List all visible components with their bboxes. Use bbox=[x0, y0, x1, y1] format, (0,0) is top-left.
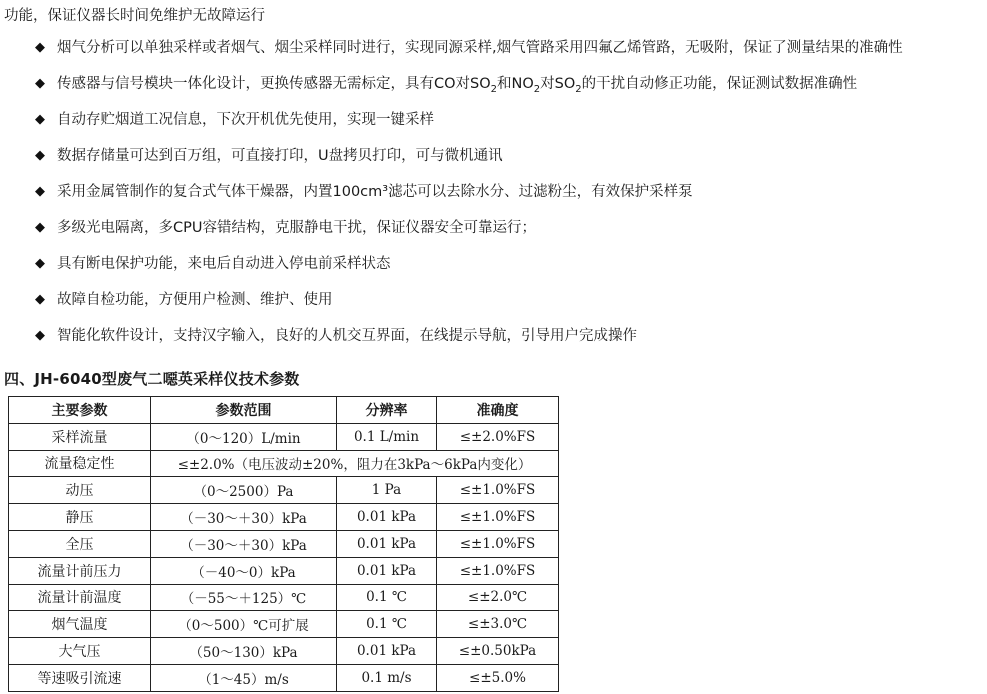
param-name-cell: 流量计前温度 bbox=[9, 584, 151, 611]
param-name-cell: 全压 bbox=[9, 530, 151, 557]
list-item bbox=[35, 290, 987, 326]
list-item bbox=[35, 326, 987, 362]
feature-list bbox=[35, 38, 987, 362]
diamond-bullet-icon: ◆ bbox=[35, 292, 45, 307]
param-name-cell: 静压 bbox=[9, 504, 151, 531]
list-item bbox=[35, 74, 987, 110]
header-range: 参数范围 bbox=[151, 397, 337, 424]
param-range-cell: （0～500）℃可扩展 bbox=[151, 611, 337, 638]
feature-text bbox=[57, 146, 503, 166]
accuracy-cell: ≤±2.0%FS bbox=[437, 423, 559, 450]
feature-text-segment: 数据存储量可达到百万组，可直接打印，U盘拷贝打印，可与微机通讯 bbox=[57, 148, 503, 164]
feature-text-segment: 智能化软件设计，支持汉字输入，良好的人机交互界面，在线提示导航，引导用户完成操作 bbox=[57, 328, 637, 344]
param-name-cell: 流量计前压力 bbox=[9, 557, 151, 584]
table-row bbox=[9, 450, 559, 477]
subscript: 2 bbox=[533, 84, 541, 95]
feature-text bbox=[57, 110, 434, 130]
section-title: 四、JH-6040型废气二噁英采样仪技术参数 bbox=[4, 370, 300, 388]
feature-text bbox=[57, 182, 693, 202]
resolution-cell: 0.01 kPa bbox=[337, 504, 437, 531]
table-row bbox=[9, 611, 559, 638]
feature-text bbox=[57, 290, 333, 310]
resolution-cell: 0.1 L/min bbox=[337, 423, 437, 450]
accuracy-cell: ≤±0.50kPa bbox=[437, 638, 559, 665]
param-name-cell: 流量稳定性 bbox=[9, 450, 151, 477]
accuracy-cell: ≤±1.0%FS bbox=[437, 477, 559, 504]
feature-text bbox=[57, 38, 903, 58]
feature-text-segment: 传感器与信号模块一体化设计，更换传感器无需标定，具有CO对SO bbox=[57, 76, 491, 92]
table-header-row bbox=[9, 397, 559, 424]
accuracy-cell: ≤±5.0% bbox=[437, 664, 559, 691]
feature-text-segment: 故障自检功能，方便用户检测、维护、使用 bbox=[57, 292, 333, 308]
feature-text bbox=[57, 218, 536, 238]
header-main-param: 主要参数 bbox=[9, 397, 151, 424]
resolution-cell: 0.01 kPa bbox=[337, 638, 437, 665]
accuracy-cell: ≤±1.0%FS bbox=[437, 504, 559, 531]
feature-text-segment: 采用金属管制作的复合式气体干燥器，内置100cm³滤芯可以去除水分、过滤粉尘，有效保护采样泵 bbox=[57, 184, 693, 200]
list-item bbox=[35, 182, 987, 218]
subscript: 2 bbox=[575, 84, 582, 95]
param-name-cell: 烟气温度 bbox=[9, 611, 151, 638]
feature-text-segment: 和NO bbox=[497, 76, 534, 92]
list-item bbox=[35, 254, 987, 290]
table-row bbox=[9, 423, 559, 450]
table-row bbox=[9, 584, 559, 611]
param-range-cell: （0～120）L/min bbox=[151, 423, 337, 450]
resolution-cell: 0.1 ℃ bbox=[337, 611, 437, 638]
accuracy-cell: ≤±1.0%FS bbox=[437, 557, 559, 584]
resolution-cell: 1 Pa bbox=[337, 477, 437, 504]
resolution-cell: 0.1 ℃ bbox=[337, 584, 437, 611]
list-item bbox=[35, 146, 987, 182]
header-accuracy: 准确度 bbox=[437, 397, 559, 424]
feature-text-segment: 自动存贮烟道工况信息，下次开机优先使用，实现一键采样 bbox=[57, 112, 434, 128]
param-range-cell: （－55～＋125）℃ bbox=[151, 584, 337, 611]
merged-value-cell: ≤±2.0%（电压波动±20%，阻力在3kPa～6kPa内变化） bbox=[151, 450, 559, 477]
diamond-bullet-icon: ◆ bbox=[35, 76, 45, 91]
subscript: 2 bbox=[490, 84, 498, 95]
accuracy-cell: ≤±2.0℃ bbox=[437, 584, 559, 611]
table-row bbox=[9, 504, 559, 531]
feature-text-segment: 多级光电隔离，多CPU容错结构，克服静电干扰，保证仪器安全可靠运行； bbox=[57, 220, 536, 236]
diamond-bullet-icon: ◆ bbox=[35, 184, 45, 199]
param-name-cell: 等速吸引流速 bbox=[9, 664, 151, 691]
param-range-cell: （50～130）kPa bbox=[151, 638, 337, 665]
list-item bbox=[35, 38, 987, 74]
diamond-bullet-icon: ◆ bbox=[35, 220, 45, 235]
feature-text-segment: 具有断电保护功能，来电后自动进入停电前采样状态 bbox=[57, 256, 391, 272]
resolution-cell: 0.01 kPa bbox=[337, 530, 437, 557]
feature-text-segment: 对SO bbox=[540, 76, 576, 92]
param-name-cell: 大气压 bbox=[9, 638, 151, 665]
table-row bbox=[9, 664, 559, 691]
param-range-cell: （－30～＋30）kPa bbox=[151, 504, 337, 531]
parameter-table bbox=[8, 396, 559, 692]
intro-text: 功能，保证仪器长时间免维护无故障运行 bbox=[4, 8, 265, 24]
accuracy-cell: ≤±1.0%FS bbox=[437, 530, 559, 557]
feature-text-segment: 的干扰自动修正功能，保证测试数据准确性 bbox=[581, 76, 858, 92]
feature-text bbox=[57, 326, 637, 346]
diamond-bullet-icon: ◆ bbox=[35, 148, 45, 163]
param-range-cell: （1～45）m/s bbox=[151, 664, 337, 691]
diamond-bullet-icon: ◆ bbox=[35, 328, 45, 343]
diamond-bullet-icon: ◆ bbox=[35, 40, 45, 55]
table-row bbox=[9, 557, 559, 584]
list-item bbox=[35, 110, 987, 146]
feature-text-segment: 烟气分析可以单独采样或者烟气、烟尘采样同时进行，实现同源采样,烟气管路采用四氟乙烯管路，无吸附，保证了测量结果的准确性 bbox=[57, 40, 903, 56]
param-name-cell: 采样流量 bbox=[9, 423, 151, 450]
resolution-cell: 0.01 kPa bbox=[337, 557, 437, 584]
list-item bbox=[35, 218, 987, 254]
feature-text bbox=[57, 254, 391, 274]
param-range-cell: （－40～0）kPa bbox=[151, 557, 337, 584]
feature-text bbox=[57, 74, 857, 94]
resolution-cell: 0.1 m/s bbox=[337, 664, 437, 691]
diamond-bullet-icon: ◆ bbox=[35, 256, 45, 271]
param-range-cell: （0～2500）Pa bbox=[151, 477, 337, 504]
param-range-cell: （－30～＋30）kPa bbox=[151, 530, 337, 557]
param-name-cell: 动压 bbox=[9, 477, 151, 504]
header-resolution: 分辨率 bbox=[337, 397, 437, 424]
diamond-bullet-icon: ◆ bbox=[35, 112, 45, 127]
table-row bbox=[9, 638, 559, 665]
accuracy-cell: ≤±3.0℃ bbox=[437, 611, 559, 638]
table-row bbox=[9, 477, 559, 504]
table-row bbox=[9, 530, 559, 557]
